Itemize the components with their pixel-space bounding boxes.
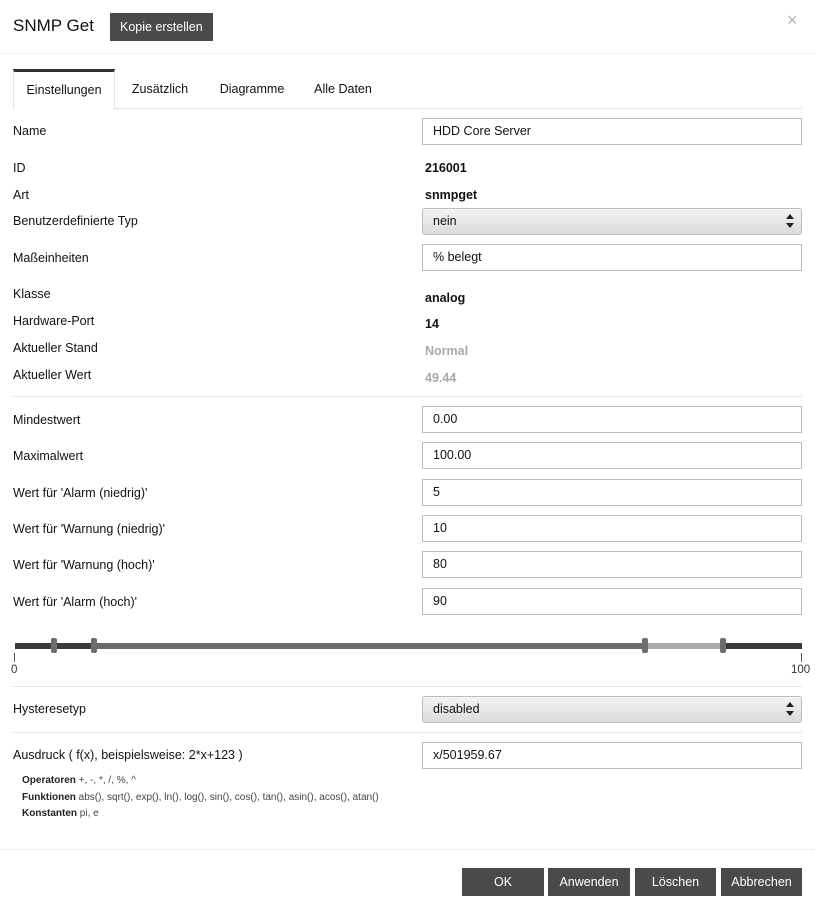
expression-input[interactable]: x/501959.67: [422, 742, 802, 769]
current-value-value: 49.44: [425, 371, 457, 385]
custom-type-label: Benutzerdefinierte Typ: [13, 214, 138, 228]
min-label: Mindestwert: [13, 413, 81, 427]
help-operators-label: Operatoren: [22, 775, 76, 786]
slider-min-tick: [14, 653, 15, 662]
slider-min-label: 0: [11, 664, 18, 676]
slider-handle-alarm-low[interactable]: [51, 638, 57, 653]
slider-segment-alarm-low: [15, 643, 54, 649]
section-divider: [13, 686, 802, 687]
slider-handle-warn-high[interactable]: [642, 638, 648, 653]
dialog-title: SNMP Get: [13, 16, 94, 35]
alarm-high-label: Wert für 'Alarm (hoch)': [13, 595, 138, 609]
section-divider: [13, 732, 802, 733]
apply-button[interactable]: Anwenden: [548, 868, 630, 896]
units-label: Maßeinheiten: [13, 251, 89, 265]
type-label: Art: [13, 188, 29, 202]
help-operators: [22, 775, 136, 786]
slider-handle-warn-low[interactable]: [91, 638, 97, 653]
ok-button[interactable]: OK: [462, 868, 544, 896]
tab-diagramme[interactable]: Diagramme: [219, 82, 285, 96]
tab-zusaetzlich[interactable]: Zusätzlich: [131, 82, 189, 96]
hardware-port-value: 14: [425, 317, 439, 331]
dialog-header: [0, 0, 815, 54]
hysteresis-select[interactable]: [422, 696, 802, 723]
warn-high-label: Wert für 'Warnung (hoch)': [13, 558, 155, 572]
alarm-low-label: Wert für 'Alarm (niedrig)': [13, 486, 148, 500]
custom-type-value: nein: [433, 214, 457, 228]
help-functions-label: Funktionen: [22, 792, 76, 803]
select-arrows-icon: [786, 702, 794, 717]
slider-segment-warn-low: [54, 643, 93, 649]
id-label: ID: [13, 161, 26, 175]
help-constants-text: pi, e: [79, 808, 99, 819]
hysteresis-value: disabled: [433, 702, 480, 716]
warn-low-label: Wert für 'Warnung (niedrig)': [13, 522, 166, 536]
tab-einstellungen[interactable]: Einstellungen: [13, 69, 115, 110]
custom-type-select[interactable]: [422, 208, 802, 235]
section-divider: [13, 396, 802, 397]
current-state-label: Aktueller Stand: [13, 341, 98, 355]
help-functions: [22, 792, 379, 803]
tab-bar: [13, 69, 802, 109]
current-value-label: Aktueller Wert: [13, 368, 92, 382]
hysteresis-label: Hysteresetyp: [13, 702, 86, 716]
delete-button[interactable]: Löschen: [635, 868, 716, 896]
alarm-high-input[interactable]: 90: [422, 588, 802, 615]
id-value: 216001: [425, 161, 467, 175]
help-constants: [22, 808, 99, 819]
slider-max-tick: [801, 653, 802, 662]
slider-segment-alarm-high: [723, 643, 802, 649]
type-value: snmpget: [425, 188, 478, 202]
max-input[interactable]: 100.00: [422, 442, 802, 469]
slider-segment-warn-high: [645, 643, 724, 649]
current-state-value: Normal: [425, 344, 469, 358]
class-label: Klasse: [13, 287, 51, 301]
footer-divider: [0, 849, 815, 850]
min-input[interactable]: 0.00: [422, 406, 802, 433]
class-value: analog: [425, 291, 466, 305]
name-input[interactable]: HDD Core Server: [422, 118, 802, 145]
expression-label: Ausdruck ( f(x), beispielsweise: 2*x+123 ): [13, 748, 243, 762]
warn-high-input[interactable]: 80: [422, 551, 802, 578]
tab-alle-daten[interactable]: Alle Daten: [314, 82, 372, 96]
warn-low-input[interactable]: 10: [422, 515, 802, 542]
alarm-low-input[interactable]: 5: [422, 479, 802, 506]
units-input[interactable]: % belegt: [422, 244, 802, 271]
hardware-port-label: Hardware-Port: [13, 314, 95, 328]
name-label: Name: [13, 124, 47, 138]
slider-segment-normal: [94, 643, 645, 649]
max-label: Maximalwert: [13, 449, 84, 463]
cancel-button[interactable]: Abbrechen: [721, 868, 802, 896]
help-operators-text: +, -, *, /, %, ^: [78, 775, 136, 786]
copy-button[interactable]: Kopie erstellen: [110, 13, 213, 41]
close-icon[interactable]: ×: [787, 10, 798, 30]
slider-handle-alarm-high[interactable]: [720, 638, 726, 653]
threshold-range-slider[interactable]: [15, 638, 802, 654]
select-arrows-icon: [786, 214, 794, 229]
help-functions-text: abs(), sqrt(), exp(), ln(), log(), sin(), cos(), tan(), asin(), acos(), atan(): [78, 792, 379, 803]
help-constants-label: Konstanten: [22, 808, 77, 819]
slider-max-label: 100: [791, 664, 811, 676]
